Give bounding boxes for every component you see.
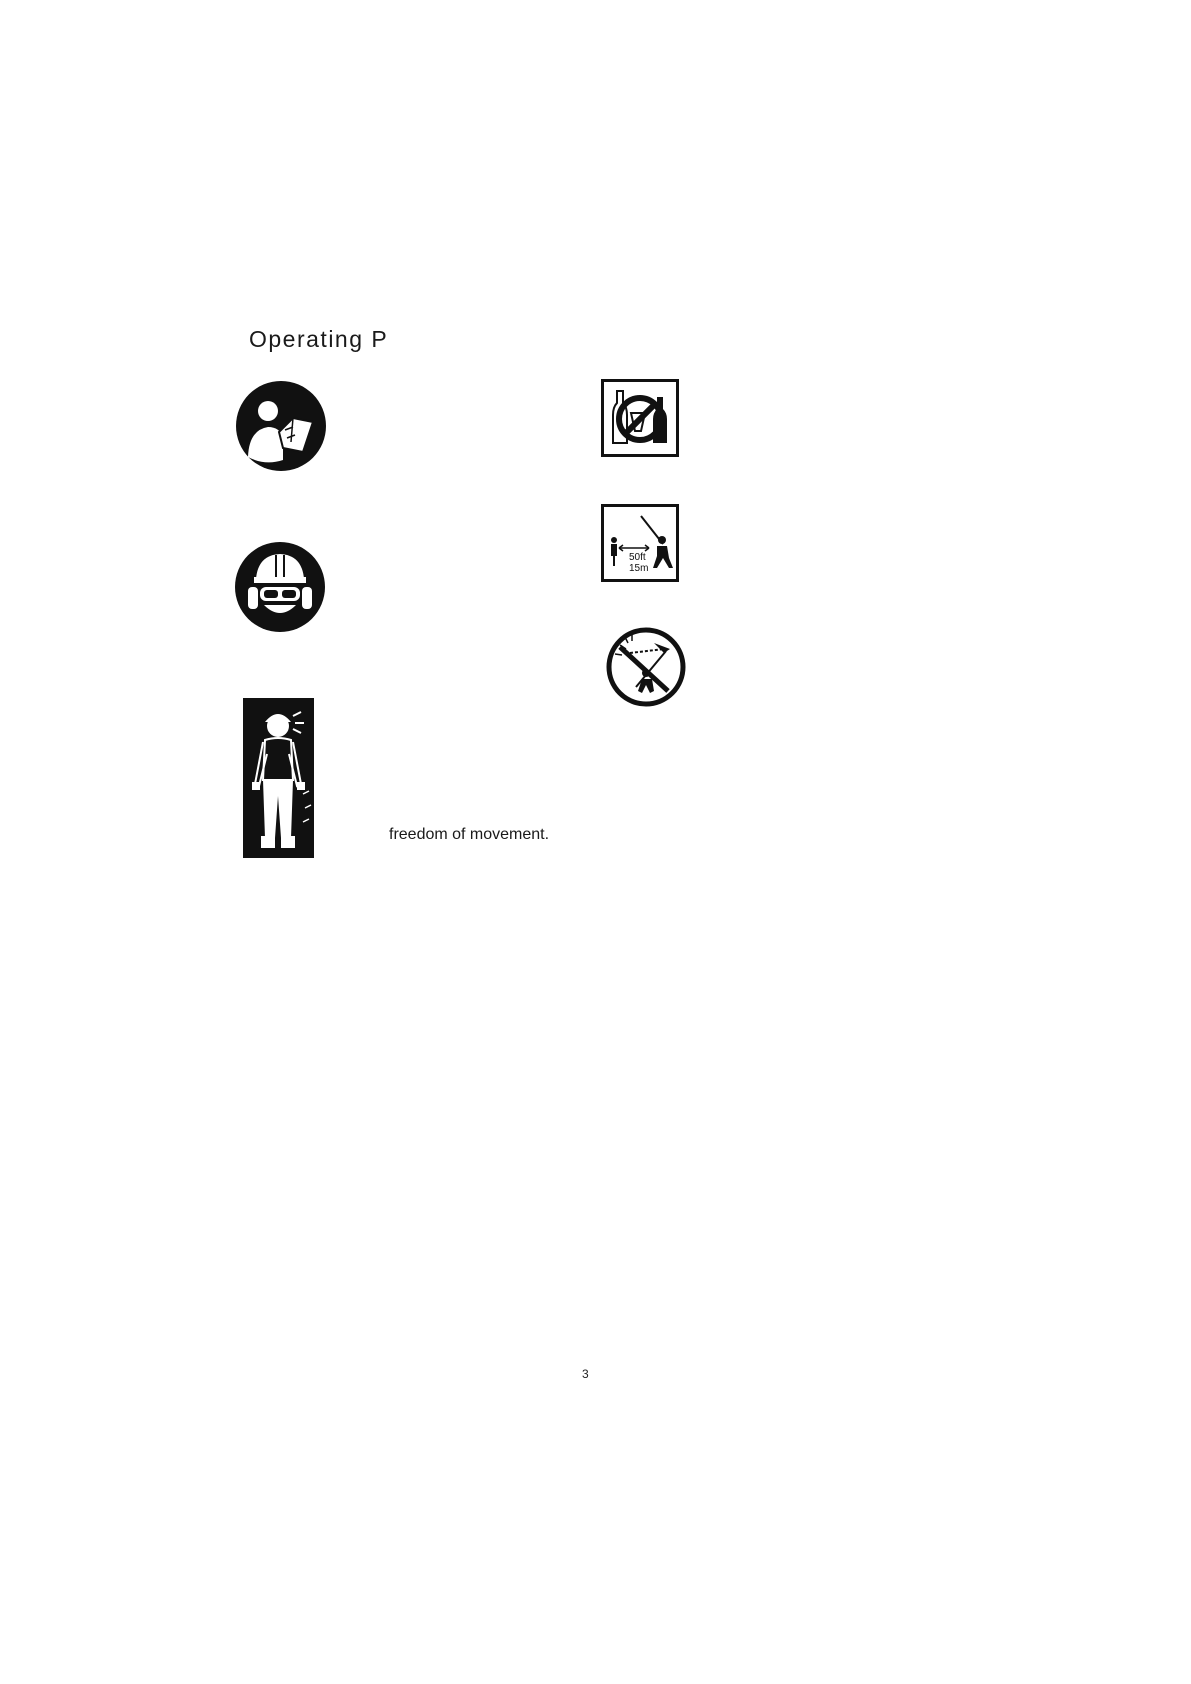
distance-meters-label: 15m — [629, 563, 649, 574]
protective-clothing-icon — [243, 698, 314, 858]
bystander-distance-icon — [601, 504, 679, 582]
helmet-goggles-earmuffs-icon — [234, 541, 326, 633]
distance-feet-label: 50ft — [629, 552, 646, 563]
page-number: 3 — [582, 1367, 589, 1381]
section-title: Operating P — [249, 326, 389, 352]
no-alcohol-icon — [601, 379, 679, 457]
fragment-text: freedom of movement. — [389, 826, 550, 843]
read-manual-icon — [235, 380, 327, 472]
no-power-lines-icon — [606, 627, 686, 707]
